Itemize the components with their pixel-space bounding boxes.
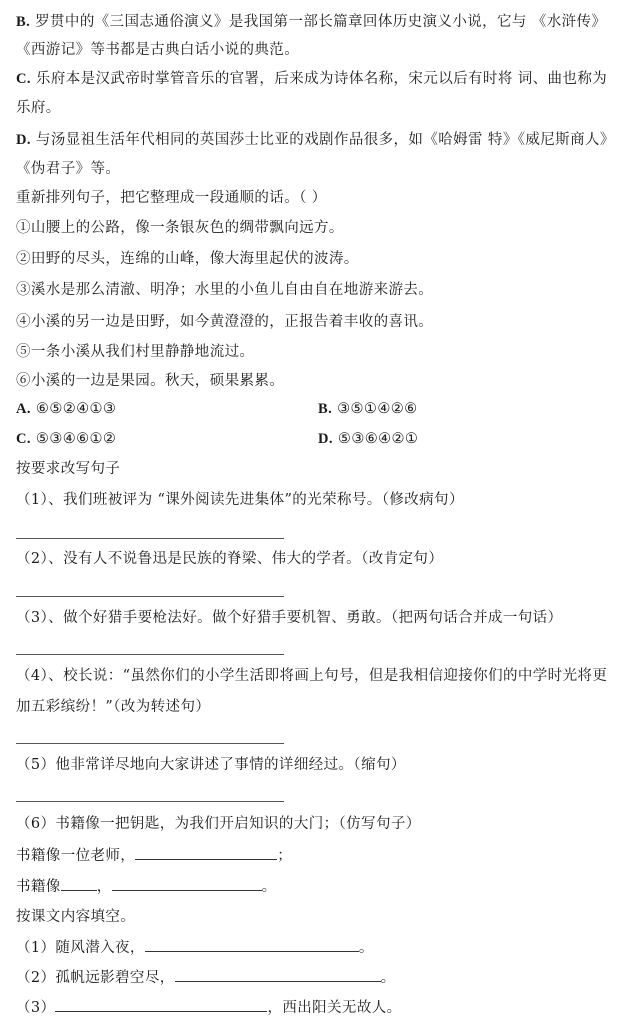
fill-q2-prefix: （2）孤帆远影碧空尽， (16, 970, 175, 986)
imitate-2-blank-a[interactable] (61, 876, 97, 891)
reorder-sentence-3: ③溪水是那么清澈、明净；水里的小鱼儿自由自在地游来游去。 (16, 282, 434, 298)
rewrite-item-1: （1）、我们班被评为 “课外阅读先进集体”的光荣称号。（修改病句） (16, 492, 464, 508)
imitate-1-suffix: ； (277, 848, 293, 864)
choice-c-text: ⑤③④⑥①② (35, 431, 117, 447)
imitate-line-2 (16, 876, 277, 897)
choice-b-letter: B. (318, 401, 333, 417)
answer-line-3[interactable] (16, 654, 284, 655)
choice-a-text: ⑥⑤②④①③ (35, 401, 117, 417)
imitate-2-blank-b[interactable] (112, 876, 262, 891)
imitate-1-prefix: 书籍像一位老师， (16, 848, 136, 864)
option-b-line (16, 12, 606, 32)
fill-q3 (16, 997, 402, 1018)
choice-b-text: ③⑤①④②⑥ (337, 401, 418, 417)
fill-q3-suffix: ，西出阳关无故人。 (267, 1000, 402, 1016)
imitate-2-mid: ， (96, 879, 112, 895)
choice-d-text: ⑤③⑥④②① (337, 431, 419, 447)
imitate-line-1 (16, 845, 292, 866)
answer-line-2[interactable] (16, 596, 284, 597)
option-d-letter: D. (16, 132, 31, 148)
reorder-sentence-6: ⑥小溪的一边是果园。秋天，硕果累累。 (16, 373, 285, 389)
choice-a (16, 399, 116, 419)
choice-b (318, 399, 418, 419)
rewrite-item-4: （4）、校长说：“虽然你们的小学生活即将画上句号，但是我相信迎接你们的中学时光将更 (16, 668, 608, 684)
choice-a-letter: A. (16, 401, 31, 417)
option-b-text: 罗贯中的《三国志通俗演义》是我国第一部长篇章回体历史演义小说，它与 《水浒传》 (35, 14, 607, 30)
fill-q2-blank[interactable] (175, 967, 381, 982)
option-b-text-cont: 《西游记》等书都是古典白话小说的典范。 (16, 42, 300, 58)
fill-q3-blank[interactable] (55, 997, 267, 1012)
reorder-sentence-5: ⑤一条小溪从我们村里静静地流过。 (16, 344, 255, 360)
rewrite-item-6: （6）书籍像一把钥匙，为我们开启知识的大门；（仿写句子） (16, 816, 421, 832)
choice-c (16, 429, 116, 449)
imitate-2-prefix: 书籍像 (16, 879, 61, 895)
rewrite-item-4-cont: 加五彩缤纷！”（改为转述句） (16, 699, 211, 715)
answer-line-4[interactable] (16, 743, 284, 744)
option-d-text: 与汤显祖生活年代相同的英国莎士比亚的戏剧作品很多，如《哈姆雷 特》《威尼斯商人》 (35, 132, 615, 148)
fill-heading: 按课文内容填空。 (16, 909, 136, 925)
option-c-letter: C. (16, 71, 31, 87)
imitate-2-suffix: 。 (261, 879, 277, 895)
choice-c-letter: C. (16, 431, 31, 447)
fill-q1-suffix: 。 (358, 940, 374, 956)
rewrite-item-5: （5）他非常详尽地向大家讲述了事情的详细经过。（缩句） (16, 757, 406, 773)
rewrite-item-3: （3）、做个好猎手要枪法好。做个好猎手要机智、勇敢。（把两句话合并成一句话） (16, 610, 563, 626)
option-c-text-cont: 乐府。 (16, 100, 61, 116)
rewrite-heading: 按要求改写句子 (16, 461, 121, 477)
reorder-prompt: 重新排列句子，把它整理成一段通顺的话。（ ） (16, 190, 327, 206)
reorder-sentence-1: ①山腰上的公路，像一条银灰色的绸带飘向远方。 (16, 220, 344, 236)
reorder-sentence-4: ④小溪的另一边是田野，如今黄澄澄的，正报告着丰收的喜讯。 (16, 314, 434, 330)
fill-q3-prefix: （3） (16, 1000, 56, 1016)
imitate-1-blank[interactable] (135, 845, 277, 860)
fill-q1-blank[interactable] (145, 937, 359, 952)
option-c-text: 乐府本是汉武帝时掌管音乐的官署，后来成为诗体名称，宋元以后有时将 词、曲也称为 (35, 71, 608, 87)
fill-q2-suffix: 。 (380, 970, 396, 986)
option-c-line (16, 69, 607, 89)
rewrite-item-2: （2）、没有人不说鲁迅是民族的脊梁、伟大的学者。（改肯定句） (16, 551, 444, 567)
answer-line-5[interactable] (16, 801, 284, 802)
option-b-letter: B. (16, 14, 31, 30)
choice-d-letter: D. (318, 431, 333, 447)
choice-d (318, 429, 418, 449)
option-d-line (16, 130, 615, 150)
reorder-sentence-2: ②田野的尽头，连绵的山峰，像大海里起伏的波涛。 (16, 251, 359, 267)
fill-q1 (16, 937, 374, 958)
fill-q1-prefix: （1）随风潜入夜， (16, 940, 145, 956)
answer-line-1[interactable] (16, 538, 284, 539)
fill-q2 (16, 967, 396, 988)
option-d-text-cont: 《伪君子》等。 (16, 161, 121, 177)
